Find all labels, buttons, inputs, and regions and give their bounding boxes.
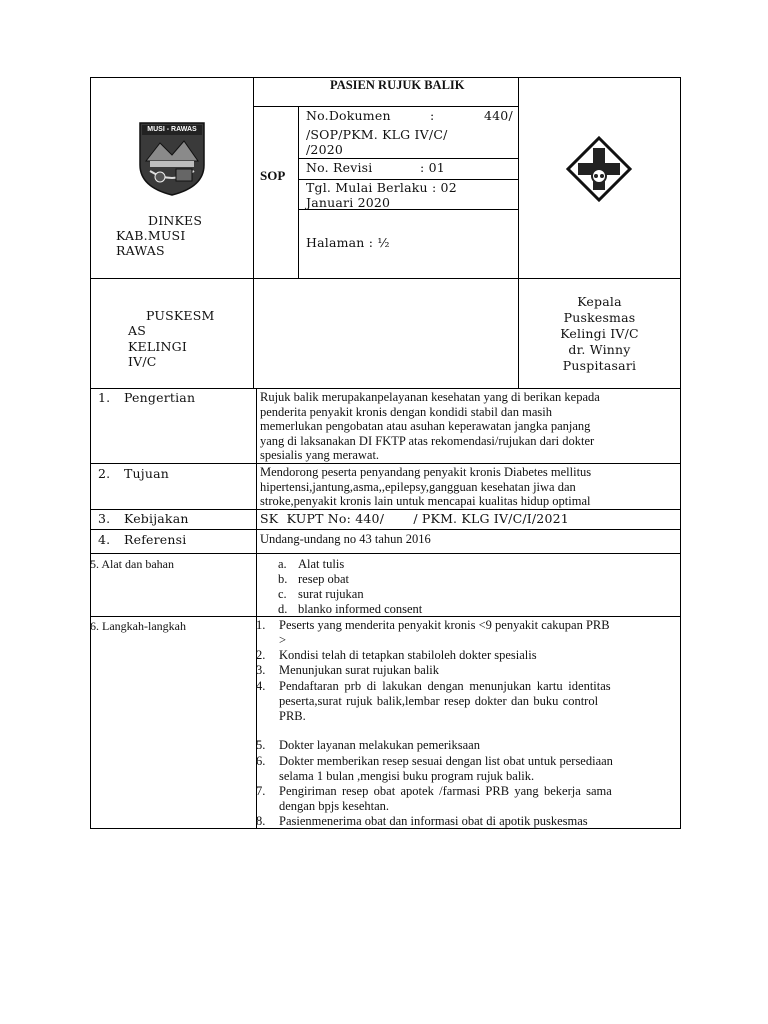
langkah-item-line: Pendaftaran prb di lakukan dengan menunjukan kartu identitas	[279, 679, 611, 693]
langkah-item-marker: 7.	[256, 784, 266, 798]
row-referensi-text: Undang-undang no 43 tahun 2016	[260, 532, 431, 546]
row-kebijakan-no: 3.	[98, 511, 111, 526]
kepala-line-1: Kepala	[577, 294, 622, 309]
doc-no-value-3: /2020	[306, 142, 344, 157]
row-kebijakan-text: SK KUPT No: 440/ / PKM. KLG IV/C/I/2021	[260, 511, 569, 526]
langkah-item-marker: 3.	[256, 663, 266, 677]
langkah-item-line: Pasienmenerima obat dan informasi obat di apotik puskesmas	[279, 814, 588, 828]
revisi-value: : 01	[420, 160, 445, 175]
langkah-item-line: dengan bpjs kesehtan.	[279, 799, 390, 813]
kepala-line-2: Puskesmas	[563, 310, 636, 325]
revisi-label: No. Revisi	[306, 160, 373, 175]
langkah-item-marker: 8.	[256, 814, 266, 828]
alat-item-text: surat rujukan	[298, 587, 364, 601]
alat-item-marker: b.	[278, 572, 288, 586]
langkah-item-line: Menunjukan surat rujukan balik	[279, 663, 440, 677]
langkah-item-line: Kondisi telah di tetapkan stabiloleh dokter spesialis	[279, 648, 537, 662]
langkah-item-line: Peserts yang menderita penyakit kronis <9 penyakit cakupan PRB	[279, 618, 610, 632]
langkah-item-marker: 2.	[256, 648, 266, 662]
alat-item	[278, 572, 578, 587]
tgl-line-1: Tgl. Mulai Berlaku : 02	[306, 180, 457, 195]
logo-caption: MUSI - RAWAS	[147, 126, 197, 133]
langkah-item	[256, 754, 680, 784]
tujuan-line: stroke,penyakit kronis lain untuk mencapai kualitas hidup optimal	[260, 494, 591, 509]
langkah-item-line: Dokter layanan melakukan pemeriksaan	[279, 738, 480, 752]
doc-no-value: 440/	[484, 108, 513, 123]
row-langkah-label: 6. Langkah-langkah	[90, 619, 186, 633]
langkah-item-marker: 4.	[256, 679, 266, 693]
alat-item	[278, 557, 578, 572]
row-referensi-no: 4.	[98, 532, 111, 547]
puskesmas-line-2: AS	[128, 323, 146, 338]
row-pengertian-no: 1.	[98, 390, 111, 405]
page-title: PASIEN RUJUK BALIK	[330, 78, 465, 92]
langkah-item-line: selama 1 bulan ,mengisi buku program rujuk balik.	[279, 769, 535, 783]
langkah-item-marker: 1.	[256, 618, 266, 632]
tujuan-line: hipertensi,jantung,asma,,epilepsy,gangguan kesehatan jiwa dan	[260, 479, 576, 494]
doc-no-value-2: /SOP/PKM. KLG IV/C/	[306, 127, 448, 142]
row-tujuan-text	[260, 465, 591, 509]
langkah-item-marker: 6.	[256, 754, 266, 768]
row-tujuan-no: 2.	[98, 466, 111, 481]
alat-item-text: resep obat	[298, 572, 350, 586]
puskesmas-line-3: KELINGI	[128, 339, 187, 354]
pengertian-line: Rujuk balik merupakanpelayanan kesehatan yang di berikan kepada	[260, 390, 600, 404]
tgl-line-2: Januari 2020	[306, 195, 391, 210]
langkah-item-line: Pengiriman resep obat apotek /farmasi PRB yang bekerja sama	[279, 784, 612, 798]
kepala-line-3: Kelingi IV/C	[560, 326, 639, 341]
langkah-item-marker: 5.	[256, 738, 266, 752]
langkah-item	[256, 679, 680, 724]
langkah-item	[256, 648, 680, 663]
langkah-item	[256, 663, 680, 678]
alat-item-marker: d.	[278, 602, 288, 616]
kepala-block	[519, 294, 680, 374]
sop-label: SOP	[260, 168, 286, 183]
row-tujuan-label: Tujuan	[124, 466, 170, 481]
alat-item-text: blanko informed consent	[298, 602, 423, 616]
puskesmas-logo	[566, 136, 632, 202]
row-pengertian-text	[260, 390, 600, 463]
alat-item-marker: a.	[278, 557, 287, 571]
puskesmas-line-4: IV/C	[128, 354, 157, 369]
puskesmas-line-1: PUSKESM	[146, 308, 215, 323]
langkah-item-line: PRB.	[279, 709, 306, 723]
dept-line-2: KAB.MUSI	[116, 228, 186, 243]
langkah-item	[256, 738, 680, 753]
alat-item-marker: c.	[278, 587, 287, 601]
row-kebijakan-label: Kebijakan	[124, 511, 189, 526]
langkah-item	[256, 618, 680, 648]
pengertian-line: yang di laksanakan DI FKTP atas rekomendasi/rujukan dari dokter	[260, 433, 595, 448]
pengertian-line: memerlukan pengobatan atau asuhan keperawatan jangka panjang	[260, 419, 591, 434]
langkah-item-line: >	[279, 633, 287, 647]
pengertian-line: penderita penyakit kronis dengan kondidi stabil dan masih	[260, 404, 552, 419]
row-referensi-label: Referensi	[124, 532, 187, 547]
kepala-line-5: Puspitasari	[562, 358, 637, 373]
langkah-item-line: peserta,surat rujuk balik,lembar resep dokter dan buku control	[279, 694, 599, 708]
halaman: Halaman : ½	[306, 235, 390, 250]
tujuan-line: Mendorong peserta penyandang penyakit kronis Diabetes mellitus	[260, 465, 592, 479]
row-pengertian-label: Pengertian	[124, 390, 196, 405]
langkah-item	[256, 784, 680, 814]
doc-no-sep: :	[430, 108, 435, 123]
alat-item-text: Alat tulis	[298, 557, 345, 571]
kepala-line-4: dr. Winny	[568, 342, 631, 357]
doc-no-label: No.Dokumen	[306, 108, 391, 123]
langkah-item	[256, 814, 680, 829]
langkah-item-line: Dokter memberikan resep sesuai dengan list obat untuk persediaan	[279, 754, 613, 768]
alat-item	[278, 587, 578, 602]
alat-item	[278, 602, 578, 617]
dept-line-1: DINKES	[148, 213, 203, 228]
musi-rawas-logo	[136, 121, 208, 197]
pengertian-line: spesialis yang merawat.	[260, 448, 380, 463]
dept-line-3: RAWAS	[116, 243, 165, 258]
row-alat-label: 5. Alat dan bahan	[90, 557, 174, 571]
